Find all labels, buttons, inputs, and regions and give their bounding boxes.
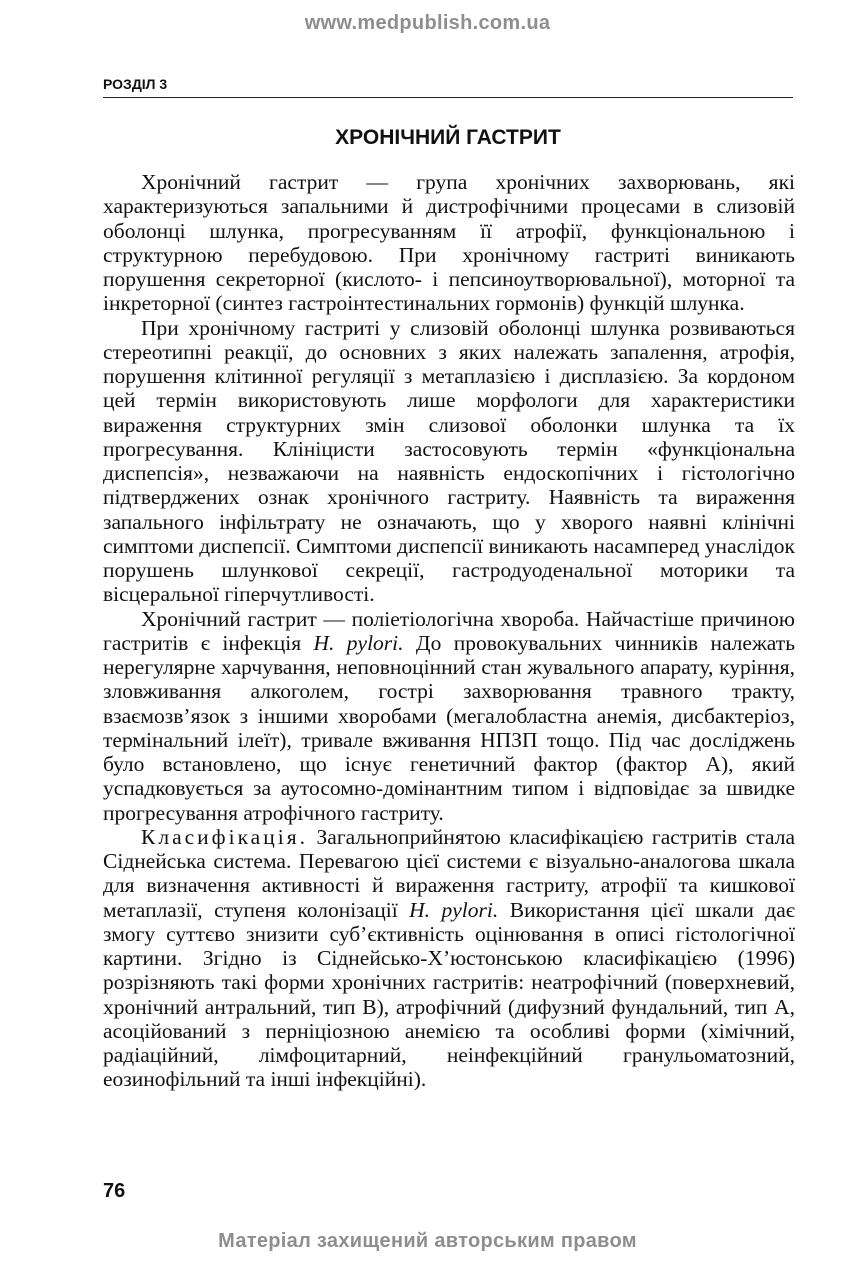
paragraph-4-part-a: Загальноприйнятою класифікацією гастритів стала Сіднейська система. Перевагою цієї системи є візуально-аналогова шкала для визначення активності й вираження гастриту, атрофії та кишкової метаплазії, ступеня колонізації xyxy=(103,824,795,922)
paragraph-3 xyxy=(103,607,795,825)
paragraph-2: При хронічному гастриті у слизовій оболонці шлунка розвиваються стереотипні реакції, до основних з яких належать запалення, атрофія, порушення клітинної регуляції з метаплазією і дисплазією. За кордоном цей термін використовують лише морфологи для характеристики вираження структурних змін слизової оболонки шлунка та їх прогресування. Клініцисти застосовують термін «функціональна диспепсія», незважаючи на наявність ендоскопічних і гістологічно підтверджених ознак хронічного гастриту. Наявність та вираження запального інфільтрату не означають, що у хворого наявні клінічні симптоми диспепсії. Симптоми диспепсії виникають насамперед унаслідок порушень шлункової секреції, гастродуоденальної моторики та вісцеральної гіперчутливості. xyxy=(103,315,795,607)
bottom-watermark: Матеріал захищений авторським правом xyxy=(218,1230,637,1252)
body-text xyxy=(103,170,795,1092)
classification-heading: Класифікація. xyxy=(141,824,308,849)
paragraph-4 xyxy=(103,825,795,1092)
paragraph-4-part-b: Використання цієї шкали дає змогу суттєво знизити суб’єктивність оцінювання в описі гістологічної картини. Згідно із Сіднейсько-Х’юстонською класифікацією (1996) розрізняють такі форми хронічних гастритів: неатрофічний (поверхневий, хронічний антральний, тип В), атрофічний (дифузний фундальний, тип А, асоційований з перніціозною анемією та особливі форми (хімічний, радіаційний, лімфоцитарний, неінфекційний гранульоматозний, еозинофільний та інші інфекційні). xyxy=(103,897,795,1092)
paragraph-3-part-a: Хронічний гастрит — поліетіологічна хвороба. Найчастіше причиною гастритів є інфекція xyxy=(103,606,795,655)
paragraph-4-species: H. pylori. xyxy=(409,897,499,922)
page-title: ХРОНІЧНИЙ ГАСТРИТ xyxy=(335,126,561,149)
paragraph-3-species: H. pylori. xyxy=(313,630,404,655)
section-label: РОЗДІЛ 3 xyxy=(103,76,168,92)
page-number: 76 xyxy=(103,1180,126,1202)
top-watermark: www.medpublish.com.ua xyxy=(304,12,551,34)
paragraph-1: Хронічний гастрит — група хронічних захворювань, які характеризуються запальними й дистрофічними процесами в слизовій оболонці шлунка, прогресуванням її атрофії, функціональною і структурною перебудовою. При хронічному гастриті виникають порушення секреторної (кислото- і пепсиноутворювальної), моторної та інкреторної (синтез гастроінтестинальних гормонів) функцій шлунка. xyxy=(103,170,795,316)
header-rule xyxy=(103,97,793,98)
paragraph-3-part-b: До провокувальних чинників належать нерегулярне харчування, неповноцінний стан жувального апарату, куріння, зловживання алкоголем, гострі захворювання травного тракту, взаємозв’язок з іншими хворобами (мегалобластна анемія, дисбактеріоз, термінальний ілеїт), тривале вживання НПЗП тощо. Під час досліджень було встановлено, що існує генетичний фактор (фактор А), який успадковується за аутосомно-домінантним типом і відповідає за швидке прогресування атрофічного гастриту. xyxy=(103,630,795,825)
